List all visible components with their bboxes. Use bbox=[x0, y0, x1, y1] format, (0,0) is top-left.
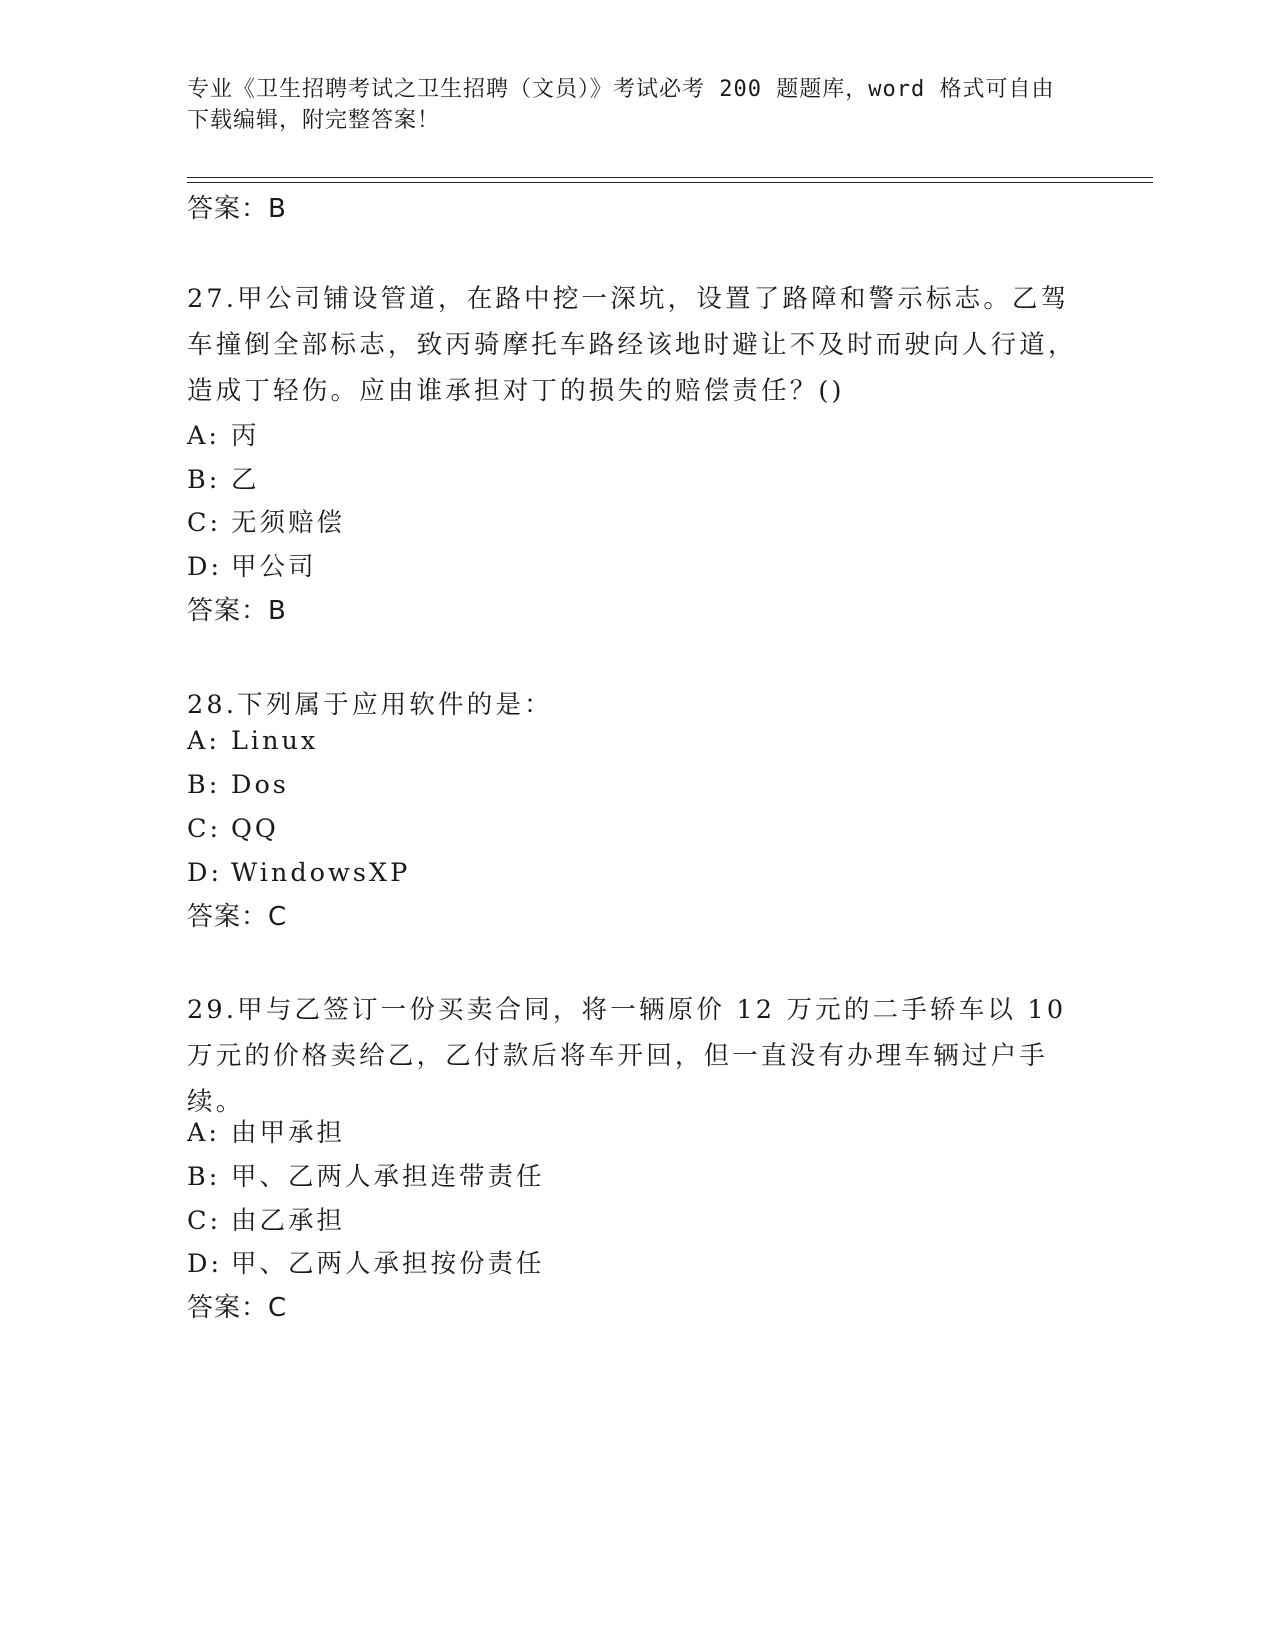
answer-prev: 答案：B bbox=[187, 194, 287, 224]
question-28-option-b bbox=[187, 769, 289, 801]
option-text: Dos bbox=[231, 770, 289, 800]
option-text: 乙 bbox=[231, 465, 260, 495]
option-text: 无须赔偿 bbox=[231, 508, 346, 538]
option-key: C: bbox=[187, 814, 222, 844]
option-text: 甲公司 bbox=[231, 552, 317, 582]
question-29-option-a bbox=[187, 1117, 345, 1149]
question-28-option-d bbox=[187, 857, 410, 889]
question-29-option-c bbox=[187, 1205, 345, 1237]
option-key: D: bbox=[187, 858, 223, 888]
question-27-option-a bbox=[187, 420, 260, 452]
question-28-stem: 28.下列属于应用软件的是： bbox=[187, 690, 553, 720]
question-29-stem: 29.甲与乙签订一份买卖合同，将一辆原价 12 万元的二手轿车以 10 万元的价格卖给乙，乙付款后将车开回，但一直没有办理车辆过户手续。 bbox=[187, 995, 1067, 1117]
option-key: C: bbox=[187, 1206, 222, 1236]
option-text: WindowsXP bbox=[231, 858, 411, 888]
option-text: QQ bbox=[231, 814, 279, 844]
option-text: 甲、乙两人承担按份责任 bbox=[231, 1249, 545, 1279]
option-key: B: bbox=[187, 770, 221, 800]
question-27-answer: 答案：B bbox=[187, 596, 287, 626]
option-text: 丙 bbox=[231, 421, 260, 451]
question-27-stem: 27.甲公司铺设管道，在路中挖一深坑，设置了路障和警示标志。乙驾车撞倒全部标志，致丙骑摩托车路经该地时避让不及时而驶向人行道，造成丁轻伤。应由谁承担对丁的损失的赔偿责任？() bbox=[187, 284, 1077, 406]
question-27-option-c bbox=[187, 507, 345, 539]
header-rule-top bbox=[187, 177, 1153, 178]
option-key: D: bbox=[187, 552, 223, 582]
question-29-answer: 答案：C bbox=[187, 1293, 288, 1323]
question-28-option-a bbox=[187, 725, 318, 757]
header-rule-bottom bbox=[187, 182, 1153, 183]
question-28-option-c bbox=[187, 813, 279, 845]
question-27-option-d bbox=[187, 551, 317, 583]
option-key: A: bbox=[187, 726, 221, 756]
question-29-option-b bbox=[187, 1161, 545, 1193]
option-text: 甲、乙两人承担连带责任 bbox=[231, 1162, 545, 1192]
option-text: Linux bbox=[231, 726, 319, 756]
question-29-option-d bbox=[187, 1248, 545, 1280]
question-28-answer: 答案：C bbox=[187, 902, 288, 932]
question-27-option-b bbox=[187, 464, 260, 496]
option-key: B: bbox=[187, 1162, 221, 1192]
document-header: 专业《卫生招聘考试之卫生招聘（文员）》考试必考 200 题题库，word 格式可自由下载编辑，附完整答案！ bbox=[187, 77, 1055, 133]
option-text: 由甲承担 bbox=[231, 1118, 346, 1148]
option-text: 由乙承担 bbox=[231, 1206, 346, 1236]
option-key: C: bbox=[187, 508, 222, 538]
option-key: A: bbox=[187, 421, 221, 451]
option-key: B: bbox=[187, 465, 221, 495]
option-key: A: bbox=[187, 1118, 221, 1148]
option-key: D: bbox=[187, 1249, 223, 1279]
